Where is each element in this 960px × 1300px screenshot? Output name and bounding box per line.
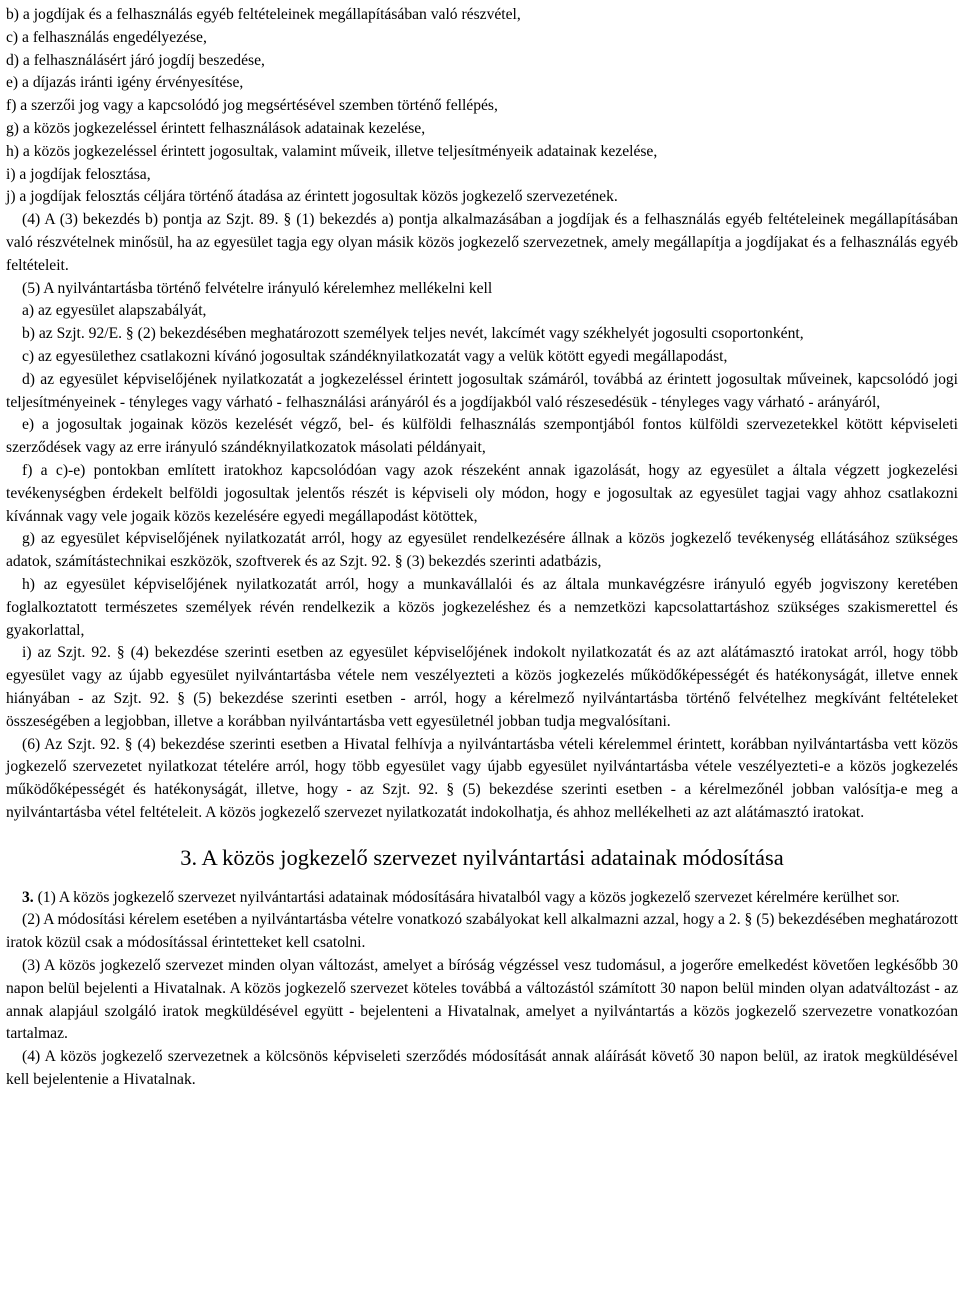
paragraph-3-2: (2) A módosítási kérelem esetében a nyilvántartásba vételre vonatkozó szabályokat kell alkalmazni azzal, hogy a 2. § (5) bekezdésében meghatározott iratok közül csak a módosítással érintetteket kell csatolni. xyxy=(6,911,958,952)
paragraph-5b: b) az Szjt. 92/E. § (2) bekezdésében meghatározott személyek teljes nevét, lakcímét vagy székhelyét jogosulti csoportonként, xyxy=(22,325,804,343)
paragraph-4: (4) A (3) bekezdés b) pontja az Szjt. 89. § (1) bekezdés a) pontja alkalmazásában a jogdíjak és a felhasználás egyéb feltételeinek megállapításában való részvételnek minősül, ha az egyesület tagja egy olyan másik közös jogkezelő szervezetnek, amely megállapítja a jogdíjakat és a felhasználás egyéb feltételeit. xyxy=(6,211,958,274)
paragraph-5: (5) A nyilvántartásba történő felvételre irányuló kérelemhez mellékelni kell xyxy=(22,279,493,297)
section-heading: 3. A közös jogkezelő szervezet nyilvántartási adatainak módosítása xyxy=(180,844,784,870)
paragraph-3-1 xyxy=(6,887,958,910)
paragraph-5a: a) az egyesület alapszabályát, xyxy=(22,302,207,320)
list-item: i) a jogdíjak felosztása, xyxy=(6,165,151,183)
document-page xyxy=(6,4,958,1092)
paragraph-5e: e) a jogosultak jogainak közös kezelését végző, bel- és külföldi felhasználás szempontjából fontos külföldi szervezetekkel kötött képviseleti szerződések vagy az erre irányuló szándéknyilatkozatok másolati példányait, xyxy=(6,416,958,457)
paragraph-6: (6) Az Szjt. 92. § (4) bekezdése szerinti esetben a Hivatal felhívja a nyilvántartásba vételi kérelemmel érintett, korábban nyilvántartásba vett közös jogkezelő szervezetet nyilatkozat tételére arról, hogy több egyesület vagy újabb egyesület nyilvántartásba vétele veszélyezteti-e a közös jogkezelés működőképességét és hatékonyságát, illetve, hogy - az Szjt. 92. § (5) bekezdése szerinti esetben - a kérelmezőnél jobban valósítja-e meg a nyilvántartásba vétel feltételeit. A közös jogkezelő szervezet nyilatkozatát indokolhatja, és ahhoz mellékelheti az azt alátámasztó iratokat. xyxy=(6,735,958,821)
list-item: e) a díjazás iránti igény érvényesítése, xyxy=(6,74,244,92)
list-item: c) a felhasználás engedélyezése, xyxy=(6,28,207,46)
paragraph-5d: d) az egyesület képviselőjének nyilatkozatát a jogkezeléssel érintett jogosultak számáról, továbbá az érintett jogosultak műveinek, kapcsolódó jogi teljesítményeinek - tényleges vagy várható - felhasználási arányáról és a jogdíjakból való részesedésük - tényleges vagy várható - arányáról, xyxy=(6,370,958,411)
paragraph-3-4: (4) A közös jogkezelő szervezetnek a kölcsönös képviseleti szerződés módosítását annak aláírását követő 30 napon belül, az iratok megküldésével kell bejelentenie a Hivatalnak. xyxy=(6,1048,958,1089)
paragraph-3-3: (3) A közös jogkezelő szervezet minden olyan változást, amelyet a bíróság végzéssel vesz tudomásul, a jogerőre emelkedést követően legkésőbb 30 napon belül bejelenti a Hivatalnak. A közös jogkezelő szervezet köteles továbbá a változástól számított 30 napon belül minden olyan adatváltozást - az annak alapjául szolgáló iratok megküldésével együtt - bejelenteni a Hivatalnak, amelyet a nyilvántartás a közös jogkezelő szervezetre vonatkozóan tartalmaz. xyxy=(6,957,958,1043)
paragraph-5c: c) az egyesülethez csatlakozni kívánó jogosultak szándéknyilatkozatát vagy a velük kötött egyedi megállapodást, xyxy=(22,347,728,365)
section-number: 3. xyxy=(22,888,34,906)
list-item: h) a közös jogkezeléssel érintett jogosultak, valamint műveik, illetve teljesítményeik adatainak kezelése, xyxy=(6,142,658,160)
list-item: f) a szerzői jog vagy a kapcsolódó jog megsértésével szemben történő fellépés, xyxy=(6,97,498,115)
list-item: b) a jogdíjak és a felhasználás egyéb feltételeinek megállapításában való részvétel, xyxy=(6,6,521,23)
paragraph-3-1-text: (1) A közös jogkezelő szervezet nyilvántartási adatainak módosítására hivatalból vagy a közös jogkezelő szervezet kérelmére kerülhet sor. xyxy=(33,888,900,906)
paragraph-5h: h) az egyesület képviselőjének nyilatkozatát arról, hogy a munkavállalói és az általa munkavégzésre irányuló egyéb jogviszony keretében foglalkoztatott természetes személyek révén rendelkezik a közös jogkezeléshez és a nemzetközi kapcsolattartáshoz szükséges szakismerettel és gyakorlattal, xyxy=(6,575,958,639)
list-item: j) a jogdíjak felosztás céljára történő átadása az érintett jogosultak közös jogkezelő szervezetének. xyxy=(6,188,618,206)
list-item: g) a közös jogkezeléssel érintett felhasználások adatainak kezelése, xyxy=(6,119,426,137)
paragraph-5f: f) a c)-e) pontokban említett iratokhoz kapcsolódóan vagy azok részeként annak igazolását, hogy az egyesület a általa végzett jogkezelési tevékenységben érdekelt belföldi jogosultak jelentős részét is képviseli oly módon, hogy e jogosultak az egyesület tagjai vagy ahhoz csatlakozni kívánnak vagy vele jogaik közös kezelésére egyedi megállapodást kötöttek, xyxy=(6,461,958,525)
list-item: d) a felhasználásért járó jogdíj beszedése, xyxy=(6,51,265,69)
paragraph-5g: g) az egyesület képviselőjének nyilatkozatát arról, hogy az egyesület rendelkezésére állnak a közös jogkezelő tevékenység ellátásához szükséges adatok, számítástechnikai eszközök, szoftverek és az Szjt. 92. § (3) bekezdés szerinti adatbázis, xyxy=(6,530,958,571)
paragraph-5i: i) az Szjt. 92. § (4) bekezdése szerinti esetben az egyesület képviselőjének indokolt nyilatkozatát és az azt alátámasztó iratokat arról, hogy több egyesület vagy az újabb egyesület nyilvántartásba vétele nem veszélyezteti a közös jogkezelés működőképességét és hatékonyságát, illetve ennek hiányában - az Szjt. 92. § (5) bekezdése szerinti esetben - arról, hogy a kérelmező nyilvántartásba történő felvételhez megkívánt feltételeket összeségében a legjobban, illetve a korábban nyilvántartásba vett egyesületnél jobban tudja megvalósítani. xyxy=(6,644,958,730)
